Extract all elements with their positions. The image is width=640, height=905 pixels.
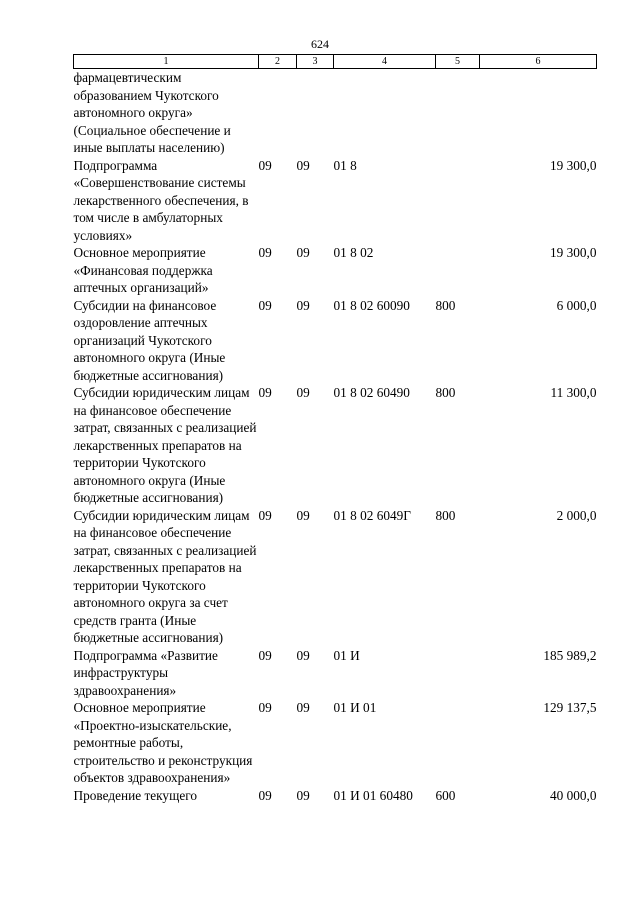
row-expense-type xyxy=(436,157,480,245)
row-name: Субсидии юридическим лицам на финансовое обеспечение затрат, связанных с реализацией лекарственных препаратов на территории Чукотского автономного округа (Иные бюджетные ассигнования) xyxy=(73,385,257,505)
table-row xyxy=(74,157,597,245)
row-expense-type: 800 xyxy=(435,507,456,523)
column-header: 6 xyxy=(480,55,597,69)
row-amount: 19 300,0 xyxy=(549,245,597,260)
row-expense-type: 800 xyxy=(435,297,456,313)
row-amount xyxy=(480,69,597,157)
row-target-code: 01 8 02 60090 xyxy=(333,297,410,313)
column-header: 1 xyxy=(74,55,259,69)
row-target-code: 01 8 xyxy=(333,157,357,173)
row-expense-type: 800 xyxy=(435,385,456,400)
row-amount: 40 000,0 xyxy=(549,787,597,803)
row-amount: 129 137,5 xyxy=(543,700,597,715)
column-header: 2 xyxy=(259,55,297,69)
row-name: Субсидии юридическим лицам на финансовое обеспечение затрат, связанных с реализацией лекарственных препаратов на территории Чукотского автономного округа за счет средств гранта (Иные бюджетные ассигнования) xyxy=(73,507,257,645)
row-name: фармацевтическим образованием Чукотского автономного округа» (Социальное обеспечение и иные выплаты населению) xyxy=(73,70,231,155)
column-header: 5 xyxy=(436,55,480,69)
row-section: 09 xyxy=(258,647,272,663)
row-subsection: 09 xyxy=(296,157,310,173)
table-row xyxy=(74,384,597,507)
row-subsection: 09 xyxy=(296,787,310,803)
row-target-code: 01 8 02 xyxy=(333,245,374,260)
row-section: 09 xyxy=(258,385,272,400)
row-amount: 11 300,0 xyxy=(550,385,597,400)
budget-table xyxy=(73,54,597,804)
row-section: 09 xyxy=(258,157,272,173)
row-target-code: 01 И 01 xyxy=(333,700,377,715)
row-target-code: 01 8 02 60490 xyxy=(333,385,410,400)
table-row xyxy=(74,787,597,805)
row-subsection: 09 xyxy=(296,297,310,313)
table-row xyxy=(74,244,597,297)
row-name: Подпрограмма «Развитие инфраструктуры здравоохранения» xyxy=(73,647,218,698)
row-name: Проведение текущего xyxy=(73,787,197,803)
row-amount: 19 300,0 xyxy=(549,157,597,173)
row-section: 09 xyxy=(258,787,272,803)
row-target-code: 01 И 01 60480 xyxy=(333,787,413,803)
row-amount: 185 989,2 xyxy=(543,647,597,663)
table-row xyxy=(74,297,597,385)
column-header: 4 xyxy=(334,55,436,69)
row-subsection: 09 xyxy=(296,700,310,715)
table-row xyxy=(74,507,597,647)
row-section: 09 xyxy=(258,507,272,523)
row-subsection: 09 xyxy=(296,507,310,523)
row-name: Подпрограмма «Совершенствование системы лекарственного обеспечения, в том числе в амбулаторных условиях» xyxy=(73,157,249,243)
row-target-code: 01 И xyxy=(333,647,360,663)
row-amount: 6 000,0 xyxy=(556,297,597,313)
row-subsection: 09 xyxy=(296,385,310,400)
row-section: 09 xyxy=(258,700,272,715)
row-target-code xyxy=(334,69,436,157)
row-section xyxy=(259,69,297,157)
row-expense-type xyxy=(436,647,480,700)
table-row xyxy=(74,69,597,157)
row-name: Основное мероприятие «Проектно-изыскательские, ремонтные работы, строительство и реконструкция объектов здравоохранения» xyxy=(73,700,253,785)
column-header: 3 xyxy=(297,55,334,69)
row-expense-type xyxy=(436,69,480,157)
row-name: Основное мероприятие «Финансовая поддержка аптечных организаций» xyxy=(73,245,213,295)
row-amount: 2 000,0 xyxy=(556,507,597,523)
row-subsection: 09 xyxy=(296,647,310,663)
row-expense-type xyxy=(436,244,480,297)
row-target-code: 01 8 02 6049Г xyxy=(333,507,411,523)
row-section: 09 xyxy=(258,297,272,313)
table-header-row xyxy=(74,55,597,69)
row-name: Субсидии на финансовое оздоровление аптечных организаций Чукотского автономного округа (Иные бюджетные ассигнования) xyxy=(73,297,226,383)
row-subsection xyxy=(297,69,334,157)
row-expense-type: 600 xyxy=(435,787,456,803)
row-expense-type xyxy=(436,699,480,787)
row-subsection: 09 xyxy=(296,245,310,260)
page-number: 624 xyxy=(311,37,329,51)
row-section: 09 xyxy=(258,245,272,260)
table-row xyxy=(74,699,597,787)
table-row xyxy=(74,647,597,700)
